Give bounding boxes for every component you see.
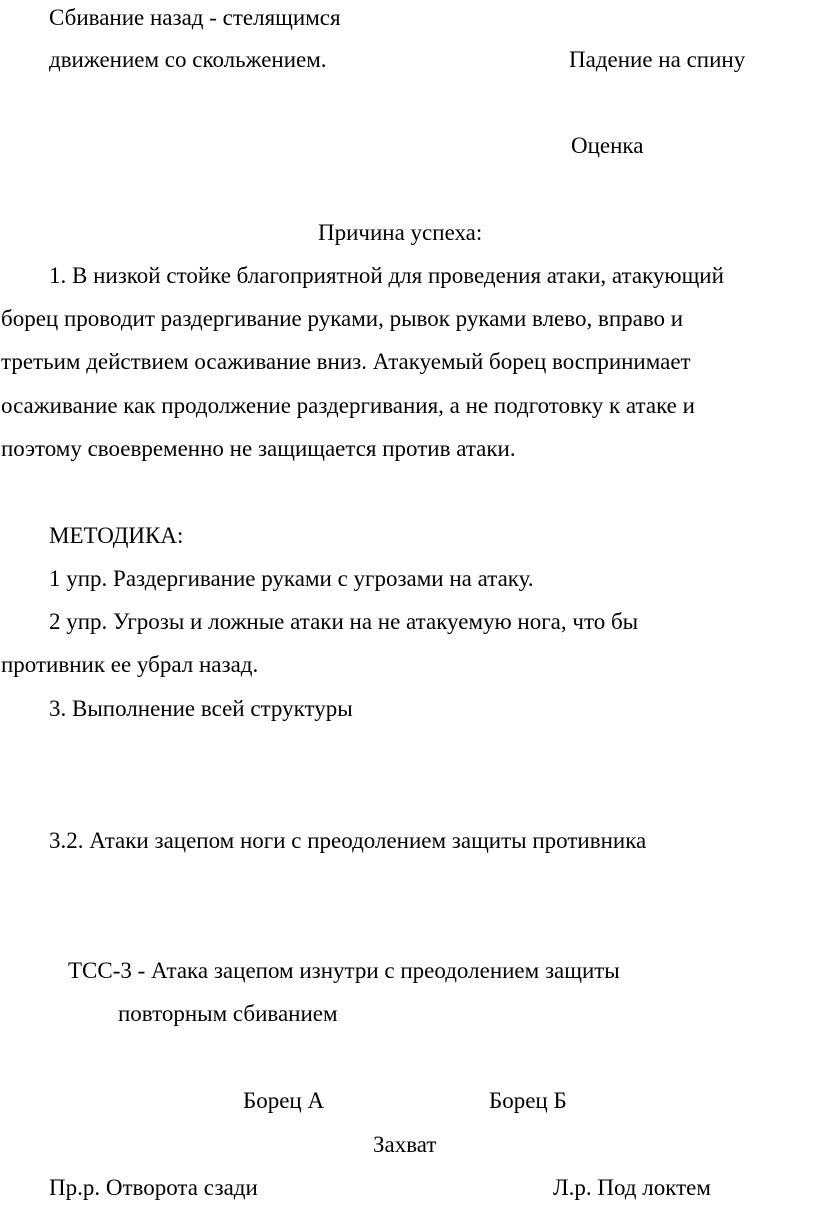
method-exercise-2-line1: 2 упр. Угрозы и ложные атаки на не атакуемую нога, что бы — [49, 609, 639, 634]
header-left-line2: движением со скольжением. — [49, 47, 327, 72]
success-line: 1. В низкой стойке благоприятной для проведения атаки, атакующий — [49, 263, 724, 288]
section-title: 3.2. Атаки зацепом ноги с преодолением защиты противника — [49, 828, 647, 853]
header-right-line2: Падение на спину — [569, 47, 746, 72]
wrestler-b-label: Борец Б — [489, 1088, 567, 1113]
method-heading: МЕТОДИКА: — [49, 523, 184, 548]
success-line: третьим действием осаживание вниз. Атакуемый борец воспринимает — [1, 349, 691, 374]
wrestler-a-label: Борец А — [243, 1088, 325, 1113]
grip-right-detail: Л.р. Под локтем — [553, 1175, 711, 1200]
score-label: Оценка — [571, 133, 644, 158]
grip-label: Захват — [373, 1132, 437, 1157]
method-exercise-1: 1 упр. Раздергивание руками с угрозами на атаку. — [49, 566, 534, 591]
tss-title-line1: ТСС-3 - Атака зацепом изнутри с преодолением защиты — [68, 958, 620, 983]
header-left-line1: Сбивание назад - стелящимся — [49, 5, 341, 30]
success-line: поэтому своевременно не защищается против атаки. — [1, 436, 516, 461]
success-line: осаживание как продолжение раздергивания, а не подготовку к атаке и — [1, 393, 695, 418]
method-exercise-2-line2: противник ее убрал назад. — [1, 652, 259, 677]
success-heading: Причина успеха: — [318, 220, 483, 245]
tss-title-line2: повторным сбиванием — [118, 1001, 338, 1026]
success-line: борец проводит раздергивание руками, рывок руками влево, вправо и — [1, 306, 684, 331]
grip-left-detail: Пр.р. Отворота сзади — [49, 1175, 258, 1200]
method-exercise-3: 3. Выполнение всей структуры — [49, 696, 353, 721]
